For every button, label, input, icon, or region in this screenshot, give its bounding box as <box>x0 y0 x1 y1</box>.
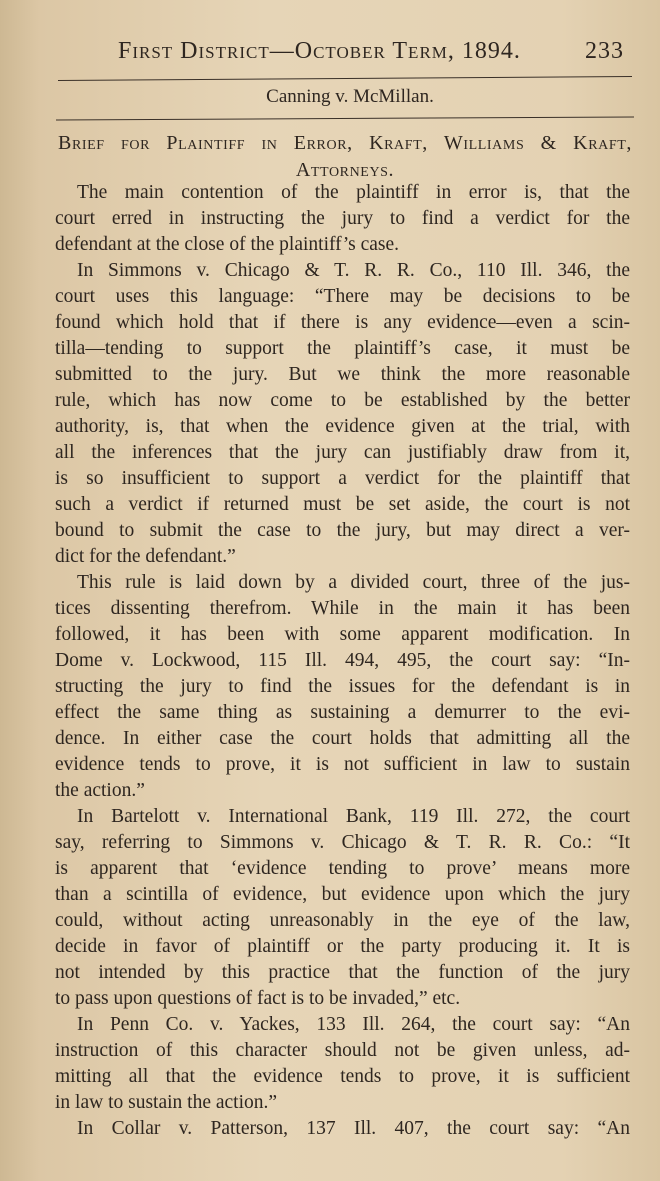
text-line: submitted to the jury. But we think the more reasonable <box>55 364 630 385</box>
text-line: evidence tends to prove, it is not sufficient in law to sustain <box>55 754 630 775</box>
text-line: is apparent that ‘evidence tending to prove’ means more <box>55 858 630 879</box>
text-line: defendant at the close of the plaintiff’s case. <box>55 234 400 255</box>
text-line: tilla—tending to support the plaintiff’s case, it must be <box>55 338 630 359</box>
running-head-title: First District—October Term, 1894. <box>118 38 521 64</box>
text-line: In Simmons v. Chicago & T. R. R. Co., 110 Ill. 346, the <box>77 260 630 281</box>
text-line: In Collar v. Patterson, 137 Ill. 407, the court say: “An <box>77 1118 630 1139</box>
text-line: Dome v. Lockwood, 115 Ill. 494, 495, the court say: “In- <box>55 650 630 671</box>
text-line: authority, is, that when the evidence given at the trial, with <box>55 416 630 437</box>
text-line: mitting all that the evidence tends to prove, it is sufficient <box>55 1066 630 1087</box>
brief-heading <box>58 130 632 184</box>
text-line: could, without acting unreasonably in the eye of the law, <box>55 910 630 931</box>
text-line: such a verdict if returned must be set aside, the court is not <box>55 494 630 515</box>
text-line: effect the same thing as sustaining a demurrer to the evi- <box>55 702 630 723</box>
text-line: say, referring to Simmons v. Chicago & T. R. R. Co.: “It <box>55 832 630 853</box>
text-line: This rule is laid down by a divided court, three of the jus- <box>77 572 630 593</box>
running-head <box>118 38 624 65</box>
text-line: In Bartelott v. International Bank, 119 Ill. 272, the court <box>77 806 630 827</box>
brief-heading-line-1: Brief for Plaintiff in Error, Kraft, Williams & Kraft, <box>58 132 632 154</box>
case-name-rule <box>56 116 634 120</box>
case-name: Canning v. McMillan. <box>266 86 434 107</box>
text-line: rule, which has now come to be established by the better <box>55 390 630 411</box>
text-line: not intended by this practice that the function of the jury <box>55 962 630 983</box>
text-line: to pass upon questions of fact is to be invaded,” etc. <box>55 988 461 1009</box>
text-line: court uses this language: “There may be decisions to be <box>55 286 630 307</box>
header-rule <box>58 76 632 81</box>
text-line: In Penn Co. v. Yackes, 133 Ill. 264, the court say: “An <box>77 1014 630 1035</box>
text-line: tices dissenting therefrom. While in the main it has been <box>55 598 630 619</box>
page-number: 233 <box>585 38 624 64</box>
text-line: dence. In either case the court holds that admitting all the <box>55 728 630 749</box>
text-line: court erred in instructing the jury to find a verdict for the <box>55 208 630 229</box>
text-line: is so insufficient to support a verdict for the plaintiff that <box>55 468 630 489</box>
text-line: found which hold that if there is any evidence—even a scin- <box>55 312 630 333</box>
brief-body-text <box>55 180 630 1142</box>
text-line: than a scintilla of evidence, but evidence upon which the jury <box>55 884 630 905</box>
text-line: The main contention of the plaintiff in error is, that the <box>77 182 630 203</box>
text-line: instruction of this character should not be given unless, ad- <box>55 1040 630 1061</box>
text-line: all the inferences that the jury can justifiably draw from it, <box>55 442 630 463</box>
text-line: followed, it has been with some apparent modification. In <box>55 624 630 645</box>
brief-heading-line-2: Attorneys. <box>295 159 395 181</box>
text-line: bound to submit the case to the jury, but may direct a ver- <box>55 520 630 541</box>
text-line: the action.” <box>55 780 145 801</box>
text-line: decide in favor of plaintiff or the party producing it. It is <box>55 936 630 957</box>
text-line: structing the jury to find the issues for the defendant is in <box>55 676 630 697</box>
text-line: in law to sustain the action.” <box>55 1092 278 1113</box>
text-line: dict for the defendant.” <box>55 546 236 567</box>
